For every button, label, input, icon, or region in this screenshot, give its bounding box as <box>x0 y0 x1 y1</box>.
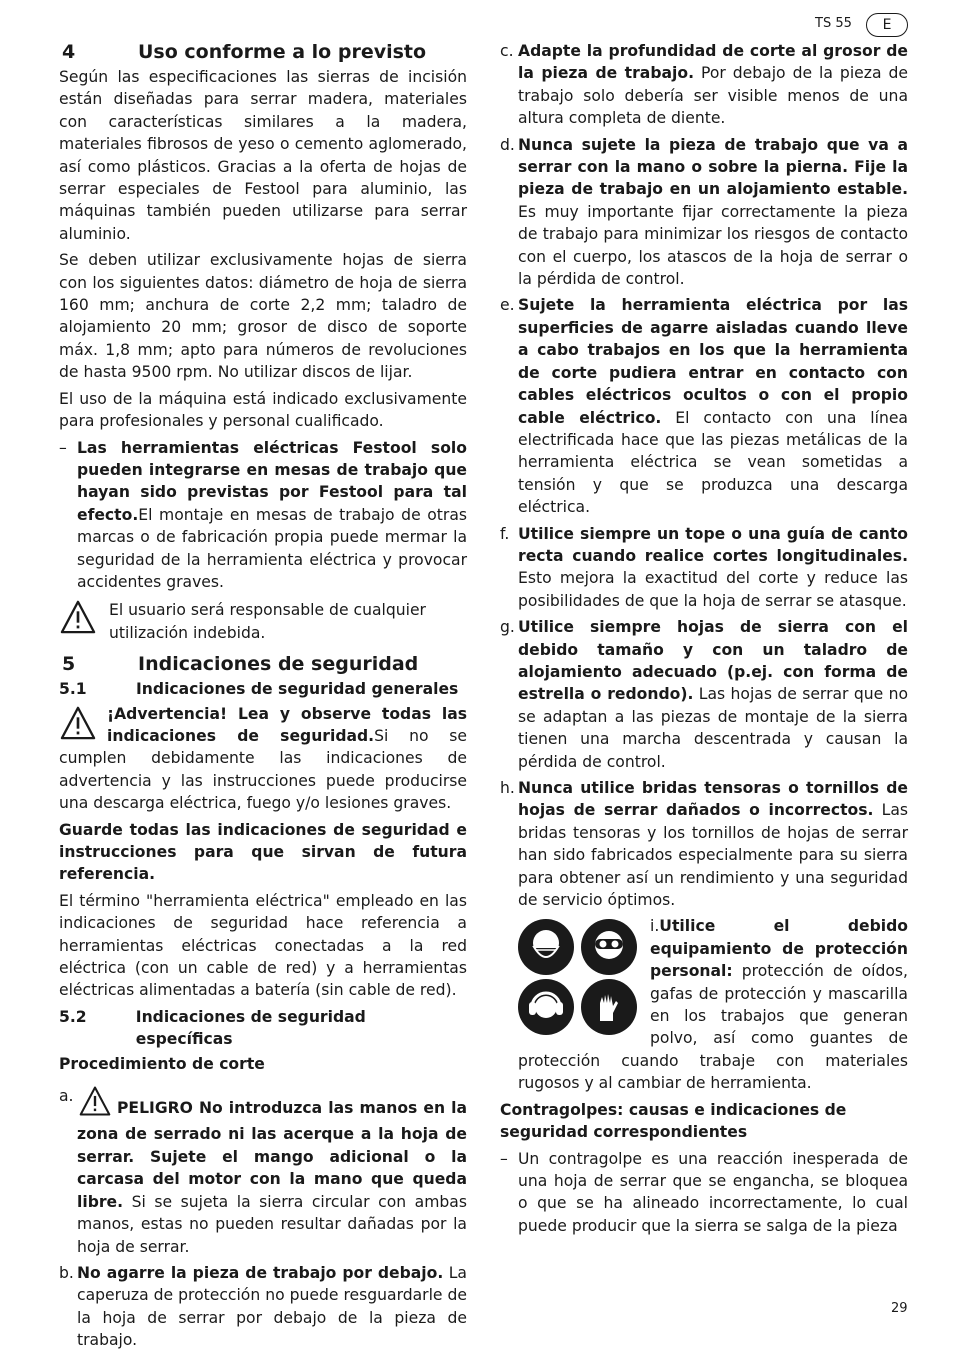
keep-instructions: Guarde todas las indicaciones de seguridad e instrucciones para que sirvan de futura referencia. <box>59 820 467 884</box>
section-5-heading: 5 Indicaciones de seguridad <box>62 653 419 676</box>
right-column <box>500 40 908 1237</box>
section-5-2-heading: 5.2 Indicaciones de seguridad específicas <box>59 1007 366 1049</box>
s4-dash-item: – Las herramientas eléctricas Festool solo pueden integrarse en mesas de trabajo que hayan sido previstas por Festool para tal efecto.El montaje en mesas de trabajo de otras marcas o de fabricación propia puede mermar la seguridad de la herramienta eléctrica y provocar accidentes graves. <box>59 438 467 591</box>
item-i: i.Utilice el debido equipamiento de protección personal: protección de oídos, gafas de protección y mascarilla en los trabajos que generan polvo, así como guantes de protección cuando trabaje con materiales rugosos y al cambiar de herramienta. <box>518 917 908 1093</box>
s4-paragraph-3: El uso de la máquina está indicado exclusivamente para profesionales y personal cualificado. <box>59 389 467 431</box>
term-definition: El término "herramienta eléctrica" empleado en las indicaciones de seguridad hace referencia a herramientas eléctricas conectadas a la red eléctrica (con un cable de red) y a herramientas eléctricas alimentadas a batería (sin cable de red). <box>59 891 467 1000</box>
header-model: TS 55 <box>815 16 852 31</box>
item-d: d. Nunca sujete la pieza de trabajo que va a serrar con la mano o sobre la pierna. Fije la pieza de trabajo en un alojamiento estable. Es muy importante fijar correctamente la pieza de trabajo para minimizar los riesgos de contacto con el cuerpo, los atascos de la hoja de serrar o la pérdida de control. <box>500 135 908 289</box>
section-4-heading: 4 Uso conforme a lo previsto <box>62 41 427 63</box>
item-g: g. Utilice siempre hojas de sierra con el debido tamaño y con un taladro de alojamiento adecuado (p.ej. con forma de estrella o redondo). Las hojas de serrar que no se adaptan a las piezas de montaje de la sierra tienen una marcha descentrada y causan la pérdida de control. <box>500 618 909 771</box>
gloves-icon <box>581 979 637 1035</box>
warning-triangle-icon <box>59 705 97 747</box>
item-a: a. PELIGRO No introduzca las manos en la zona de serrado ni las acerque a la hoja de serrar. Sujete el mango adicional o la carcasa del motor con la mano que queda libre. Si se sujeta la sierra circular con ambas manos, estas no pueden resultar dañadas por la hoja de serrar. <box>59 1087 467 1256</box>
ear-protection-icon <box>518 979 574 1035</box>
warning-triangle-icon <box>77 1085 113 1123</box>
s4-paragraph-2: Se deben utilizar exclusivamente hojas de sierra con los siguientes datos: diámetro de hoja de sierra 160 mm; anchura de corte 2,2 mm; taladro de alojamiento 20 mm; grosor de disco de soporte máx. 1,8 mm; apto para números de revoluciones de hasta 9500 rpm. No utilizar discos de lijar. <box>59 251 467 382</box>
section-5-1-heading: 5.1 Indicaciones de seguridad generales <box>59 680 459 699</box>
dust-mask-icon <box>518 919 574 975</box>
kickback-dash-item: – Un contragolpe es una reacción inesperada de una hoja de serrar que se engancha, se bloquea o que se ha alineado incorrectamente, lo cual puede producir que la sierra se salga de la pieza <box>500 1149 908 1235</box>
language-badge: E <box>866 13 908 37</box>
item-e: e. Sujete la herramienta eléctrica por las superficies de agarre aisladas cuando lleve a cabo trabajos en los que la herramienta de corte pudiera entrar en contacto con cables eléctricos ocultos o con el propio cable eléctrico. El contacto con una línea electrificada hace que las piezas metálicas de la herramienta eléctrica se vean sometidas a tensión y que se produzca una descarga eléctrica. <box>500 296 908 517</box>
ppe-icons <box>518 919 640 1035</box>
safety-goggles-icon <box>581 919 637 975</box>
item-b: b. No agarre la pieza de trabajo por debajo. La caperuza de protección no puede resguardarle de la hoja de serrar por debajo de la pieza de trabajo. <box>59 1263 467 1350</box>
item-h: h. Nunca utilice bridas tensoras o tornillos de hojas de serrar dañados o incorrectos. Las bridas tensoras y los tornillos de hojas de serrar han sido fabricados especialmente para su sierra para obtener así un rendimiento y una seguridad de servicio óptimos. <box>500 779 908 910</box>
page-number: 29 <box>891 1301 908 1316</box>
warning-triangle-icon <box>59 599 109 644</box>
left-column <box>59 40 467 1356</box>
misuse-note: El usuario será responsable de cualquier utilización indebida. <box>59 599 467 644</box>
item-f: f. Utilice siempre un tope o una guía de canto recta cuando realice cortes longitudinales. Esto mejora la exactitud del corte y reduce las posibilidades de que la hoja de serrar se atasque. <box>500 524 908 610</box>
general-warning: ¡Advertencia! Lea y observe todas las indicaciones de seguridad.Si no se cumplen debidamente las indicaciones de advertencia y las instrucciones puede producirse una descarga eléctrica, fuego y/o lesiones graves. <box>59 704 467 813</box>
procedure-heading: Procedimiento de corte <box>59 1054 265 1073</box>
kickback-heading: Contragolpes: causas e indicaciones de seguridad correspondientes <box>500 1100 847 1142</box>
item-c: c. Adapte la profundidad de corte al grosor de la pieza de trabajo. Por debajo de la pieza de trabajo solo debería ser visible menos de una altura completa de diente. <box>500 42 908 128</box>
s4-paragraph-1: Según las especificaciones las sierras de incisión están diseñadas para serrar madera, materiales con características similares a la madera, materiales fibrosos de yeso o cemento aglomerado, así como plásticos. Gracias a la oferta de hojas de serrar especiales de Festool para aluminio, las máquinas también pueden utilizarse para serrar aluminio. <box>59 68 467 243</box>
